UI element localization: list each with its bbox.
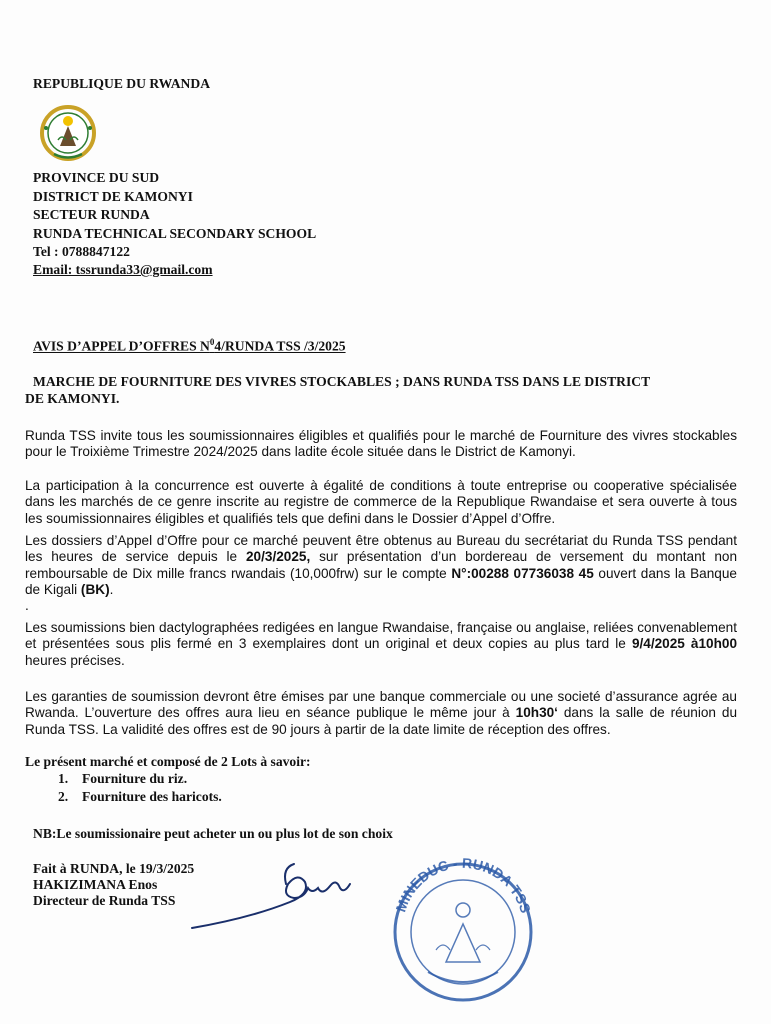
paragraph-submissions: Les soumissions bien dactylographées redigées en langue Rwandaise, française ou anglaise, reliées convenablement et présentées sous plis fermé en 3 exemplaires dont un original et deux copies au plus tard le 9/4/2025 à10h00 heures précises. — [25, 620, 738, 668]
province: PROVINCE DU SUD — [33, 170, 160, 185]
subject-line-1: MARCHE DE FOURNITURE DES VIVRES STOCKABLES ; DANS RUNDA TSS DANS LE DISTRICT — [33, 374, 651, 389]
district: DISTRICT DE KAMONYI — [33, 189, 193, 204]
sector: SECTEUR RUNDA — [33, 207, 150, 222]
lot-item-2: Fourniture des haricots. — [82, 789, 222, 804]
school-name: RUNDA TECHNICAL SECONDARY SCHOOL — [33, 226, 317, 241]
lot-number-2: 2. — [58, 789, 69, 804]
email: Email: tssrunda33@gmail.com — [33, 262, 213, 277]
signatory-name: HAKIZIMANA Enos — [33, 877, 158, 892]
subject-line-2: DE KAMONYI. — [25, 391, 120, 406]
stray-dot: . — [25, 598, 29, 613]
title-superscript: 0 — [209, 337, 215, 347]
lot-number-1: 1. — [58, 771, 69, 786]
official-stamp-icon — [388, 832, 538, 1024]
handwritten-signature — [190, 858, 370, 938]
stamp-text: MINEDUC - RUNDA TSS — [392, 854, 534, 915]
telephone: Tel : 0788847122 — [33, 244, 130, 259]
place-date: Fait à RUNDA, le 19/3/2025 — [33, 861, 195, 876]
paragraph-invitation: Runda TSS invite tous les soumissionnaires éligibles et qualifiés pour le marché de Fourniture des vivres stockables pour le Troixième Trimestre 2024/2025 dans ladite école située dans le District de Kamonyi. — [25, 428, 737, 460]
paragraph-participation: La participation à la concurrence est ouverte à égalité de conditions à toute entreprise ou cooperative spécialisée dans les marchés de ce genre inscrite au registre de commerce de la Republique Rwandaise et sera ouverte à tous les soumissionnaires éligibles et qualifiés tels que defini dans le Dossier d’Appel d’Offre. — [25, 478, 737, 526]
paragraph-documents: Les dossiers d’Appel d’Offre pour ce marché peuvent être obtenus au Bureau du secrétariat du Runda TSS pendant les heures de service depuis le 20/3/2025, sur présentation d’un bordereau de versement du montant non remboursable de Dix mille francs rwandais (10,000frw) sur le compte N°:00288 07736038 45 ouvert dans la Banque de Kigali (BK). — [25, 533, 737, 597]
country-name: REPUBLIQUE DU RWANDA — [33, 76, 211, 91]
signatory-title: Directeur de Runda TSS — [33, 893, 176, 908]
notice-title: AVIS D’APPEL D’OFFRES $N^04$/RUNDA TSS /3/2025 — [33, 337, 346, 354]
nb-note: NB:Le soumissionaire peut acheter un ou plus lot de son choix — [33, 826, 393, 841]
rwanda-coat-of-arms-icon — [36, 104, 100, 162]
svg-text:MINEDUC - RUNDA TSS — [392, 855, 534, 915]
lot-item-1: Fourniture du riz. — [82, 771, 188, 786]
lots-intro: Le présent marché et composé de 2 Lots à savoir: — [25, 754, 311, 769]
paragraph-guarantees: Les garanties de soumission devront être émises par une banque commerciale ou une societé d’assurance agrée au Rwanda. L’ouverture des offres aura lieu en séance publique le même jour à 10h30‘ dans la salle de réunion du Runda TSS. La validité des offres est de 90 jours à partir de la date limite de réception des offres. — [25, 689, 737, 737]
